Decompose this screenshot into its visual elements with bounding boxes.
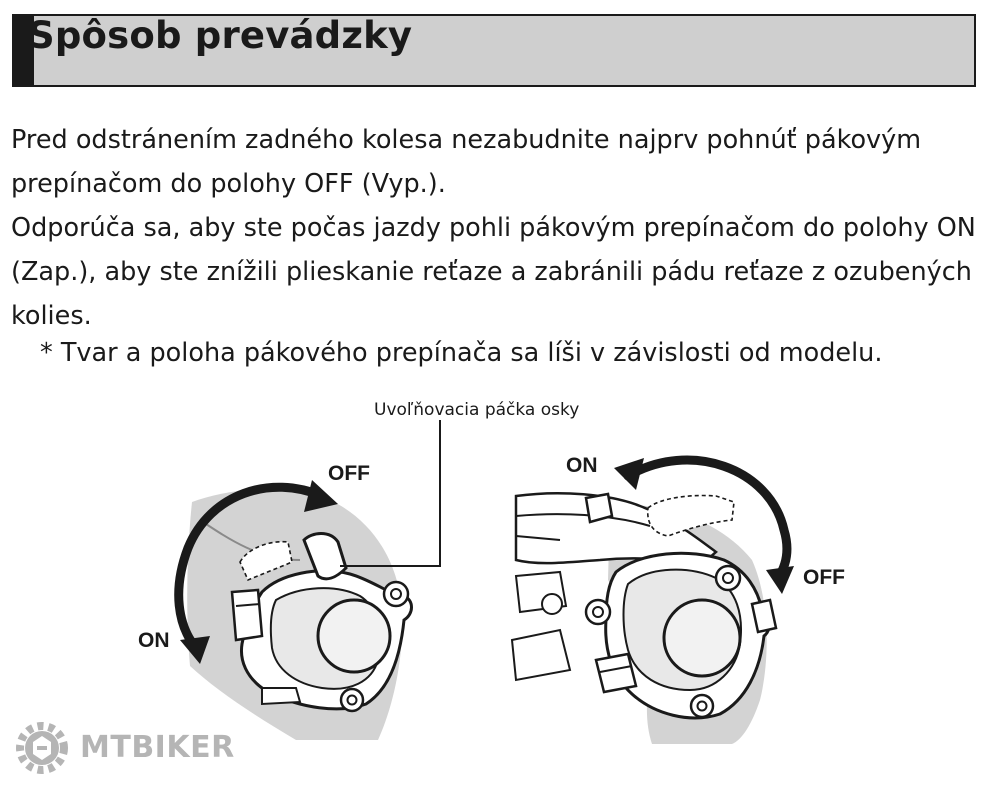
watermark-text: MTBIKER <box>80 730 235 765</box>
left-pulley-cap <box>318 600 390 672</box>
left-off-label: OFF <box>328 462 370 485</box>
left-clamp-bolt <box>232 590 262 640</box>
model-note: * Tvar a poloha pákového prepínača sa líši v závislosti od modelu. <box>40 338 883 368</box>
right-derailleur-figure <box>512 458 794 744</box>
paragraph-1: Pred odstránením zadného kolesa nezabudnite najprv pohnúť pákovým prepínačom do polohy OFF (Vyp.). <box>11 125 922 199</box>
release-lever-callout-label: Uvoľňovacia páčka osky <box>374 400 580 420</box>
right-off-label: OFF <box>803 566 845 589</box>
section-title: Spôsob prevádzky <box>28 14 413 57</box>
right-pulley-cap <box>664 600 740 676</box>
paragraph-2: Odporúča sa, aby ste počas jazdy pohli pákovým prepínačom do polohy ON (Zap.), aby ste znížili plieskanie reťaze a zabránili pádu reťaze z ozubených kolies. <box>11 213 976 331</box>
right-on-label: ON <box>566 454 598 477</box>
left-on-label: ON <box>138 629 170 652</box>
right-release-lever <box>586 494 612 522</box>
gear-logo-icon <box>20 726 64 770</box>
left-derailleur-figure <box>179 480 412 740</box>
